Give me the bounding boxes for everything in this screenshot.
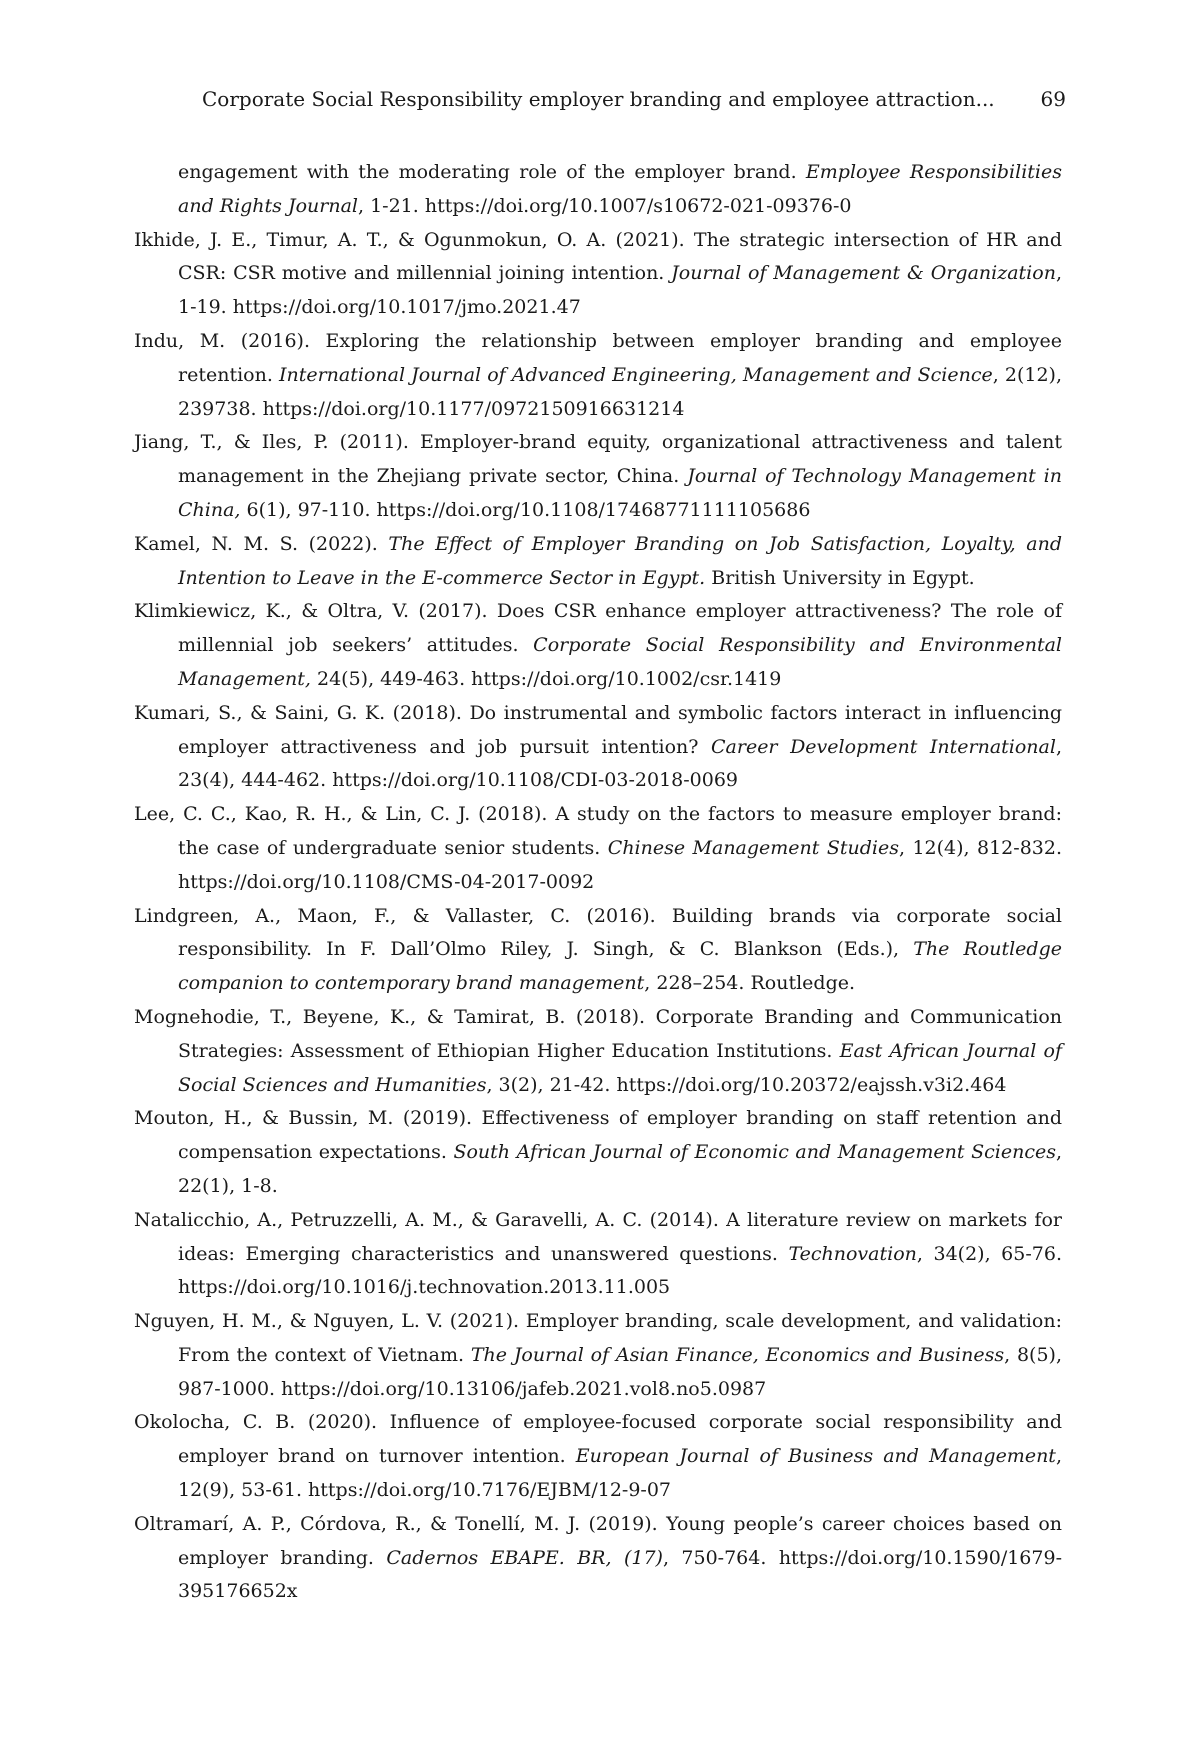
reference-source-title: East African Journal of Social Sciences and Humanities: [178, 1039, 1062, 1096]
reference-source-title: Career Development International: [711, 735, 1056, 758]
reference-text: 24(5), 449-463. https://doi.org/10.1002/csr.1419: [310, 667, 782, 690]
reference-source-title: The Journal of Asian Finance, Economics and Business: [470, 1343, 1005, 1366]
reference-entry: [134, 156, 1062, 224]
reference-text: , 23(4), 444-462. https://doi.org/10.1108/CDI-03-2018-0069: [178, 735, 1062, 792]
reference-text: Klimkiewicz, K., & Oltra, V. (2017). Does CSR enhance employer attractiveness? The role of millennial job seekers’ attitudes.: [134, 600, 1062, 657]
reference-source-title: Journal of Management & Organization: [671, 262, 1056, 285]
reference-entry: [134, 426, 1062, 527]
reference-text: Lee, C. C., Kao, R. H., & Lin, C. J. (2018). A study on the factors to measure employer brand: the case of undergraduate senior students.: [134, 803, 1062, 859]
reference-text: , 12(4), 812-832. https://doi.org/10.1108/CMS-04-2017-0092: [178, 836, 1062, 893]
reference-entry: [134, 325, 1062, 426]
reference-text: Mouton, H., & Bussin, M. (2019). Effectiveness of employer branding on staff retention and compensation expectations.: [134, 1107, 1062, 1164]
reference-entry: [134, 798, 1062, 899]
reference-entry: [134, 1305, 1062, 1406]
reference-entry: [134, 900, 1062, 1001]
reference-source-title: Cadernos EBAPE. BR, (17): [386, 1546, 663, 1569]
reference-source-title: Employee Responsibilities and Rights Journal: [178, 161, 1062, 217]
reference-source-title: The Effect of Employer Branding on Job Satisfaction, Loyalty, and Intention to Leave in the E-commerce Sector in Egypt.: [178, 532, 1063, 589]
reference-entry: [134, 697, 1062, 798]
reference-text: , 12(9), 53-61. https://doi.org/10.7176/EJBM/12-9-07: [178, 1445, 1062, 1502]
running-header: [202, 84, 1066, 114]
reference-text: Indu, M. (2016). Exploring the relationship between employer branding and employee retention.: [134, 329, 1062, 386]
reference-source-title: International Journal of Advanced Engineering, Management and Science: [278, 363, 993, 386]
reference-text: , 1-21. https://doi.org/10.1007/s10672-021-09376-0: [358, 194, 852, 217]
reference-source-title: South African Journal of Economic and Management Sciences: [453, 1141, 1056, 1164]
reference-text: engagement with the moderating role of the employer brand.: [178, 161, 806, 183]
reference-source-title: Corporate Social Responsibility and Environmental Management,: [178, 634, 1062, 690]
reference-text: Natalicchio, A., Petruzzelli, A. M., & Garavelli, A. C. (2014). A literature review on markets for ideas: Emerging characteristics and unanswered questions.: [134, 1208, 1062, 1265]
page-number: 69: [1040, 87, 1066, 111]
reference-text: Okolocha, C. B. (2020). Influence of employee-focused corporate social responsibility and employer brand on turnover intention.: [134, 1411, 1062, 1468]
reference-source-title: The Routledge companion to contemporary brand management: [178, 938, 1062, 995]
reference-entry: [134, 1102, 1062, 1203]
reference-text: , 34(2), 65-76. https://doi.org/10.1016/j.technovation.2013.11.005: [178, 1242, 1062, 1299]
reference-list: [134, 156, 1062, 1609]
reference-source-title: Technovation: [788, 1242, 917, 1265]
reference-text: 6(1), 97-110. https://doi.org/10.1108/17468771111105686: [240, 498, 811, 521]
reference-entry: [134, 1204, 1062, 1305]
reference-text: Nguyen, H. M., & Nguyen, L. V. (2021). Employer branding, scale development, and validation: From the context of Vietnam.: [134, 1310, 1062, 1366]
reference-text: British University in Egypt.: [705, 566, 975, 589]
reference-text: , 228–254. Routledge.: [644, 972, 856, 995]
reference-text: Jiang, T., & Iles, P. (2011). Employer-brand equity, organizational attractiveness and talent management in the Zhejiang private sector, China.: [134, 431, 1062, 488]
reference-entry: [134, 1001, 1062, 1102]
reference-text: , 1-19. https://doi.org/10.1017/jmo.2021.47: [178, 262, 1062, 319]
reference-text: , 750-764. https://doi.org/10.1590/1679-395176652x: [178, 1546, 1062, 1603]
reference-entry: [134, 595, 1062, 696]
running-title: Corporate Social Responsibility employer branding and employee attraction...: [202, 87, 995, 111]
reference-entry: [134, 1406, 1062, 1507]
reference-text: Ikhide, J. E., Timur, A. T., & Ogunmokun, O. A. (2021). The strategic intersection of HR and CSR: CSR motive and millennial joining intention.: [134, 228, 1062, 285]
reference-source-title: European Journal of Business and Management: [575, 1445, 1056, 1468]
reference-text: , 22(1), 1-8.: [178, 1141, 1062, 1197]
reference-entry: [134, 224, 1062, 325]
reference-text: , 2(12), 239738. https://doi.org/10.1177/0972150916631214: [178, 363, 1062, 420]
reference-text: Oltramarí, A. P., Córdova, R., & Tonellí, M. J. (2019). Young people’s career choices based on employer branding.: [134, 1512, 1062, 1569]
reference-entry: [134, 528, 1062, 596]
reference-source-title: Chinese Management Studies: [607, 836, 899, 859]
reference-text: Mognehodie, T., Beyene, K., & Tamirat, B. (2018). Corporate Branding and Communication Strategies: Assessment of Ethiopian Higher Education Institutions.: [134, 1005, 1062, 1062]
reference-text: Lindgreen, A., Maon, F., & Vallaster, C. (2016). Building brands via corporate social responsibility. In F. Dall’Olmo Riley, J. Singh, & C. Blankson (Eds.),: [134, 904, 1062, 961]
reference-entry: [134, 1508, 1062, 1609]
reference-text: Kamel, N. M. S. (2022).: [134, 532, 389, 555]
reference-text: , 3(2), 21-42. https://doi.org/10.20372/eajssh.v3i2.464: [486, 1073, 1007, 1096]
reference-text: , 8(5), 987-1000. https://doi.org/10.13106/jafeb.2021.vol8.no5.0987: [178, 1343, 1062, 1400]
reference-source-title: Journal of Technology Management in China,: [178, 465, 1062, 521]
reference-text: Kumari, S., & Saini, G. K. (2018). Do instrumental and symbolic factors interact in influencing employer attractiveness and job pursuit intention?: [134, 701, 1062, 758]
